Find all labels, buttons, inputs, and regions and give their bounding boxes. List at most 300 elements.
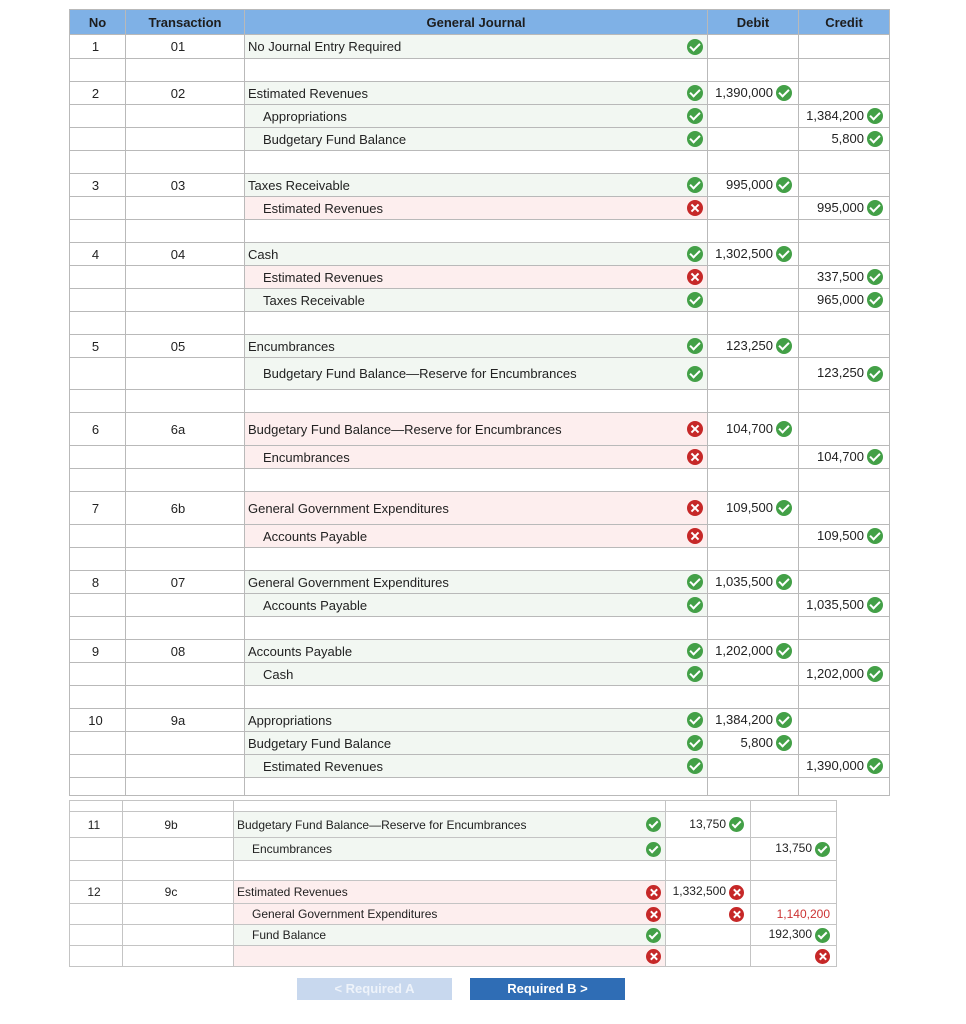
- empty-cell: [799, 312, 890, 335]
- account-select[interactable]: [245, 755, 708, 778]
- journal-row: [70, 732, 890, 755]
- empty-cell: [70, 312, 126, 335]
- row-number: 3: [70, 174, 126, 197]
- account-name: Estimated Revenues: [263, 200, 383, 216]
- credit-amount: 13,750: [775, 841, 812, 856]
- debit-input[interactable]: [708, 525, 799, 548]
- debit-input[interactable]: [708, 335, 799, 358]
- transaction-id: [123, 904, 234, 925]
- account-select[interactable]: [234, 812, 666, 838]
- table-header-row: [70, 10, 890, 35]
- journal-row: [70, 925, 837, 946]
- error-icon: [687, 200, 703, 216]
- account-select[interactable]: [245, 243, 708, 266]
- account-select[interactable]: [245, 266, 708, 289]
- debit-input[interactable]: [666, 812, 751, 838]
- row-number: 7: [70, 492, 126, 525]
- debit-input[interactable]: [708, 663, 799, 686]
- credit-amount: 1,384,200: [806, 107, 864, 123]
- check-icon: [646, 842, 661, 857]
- check-icon: [687, 574, 703, 590]
- debit-input[interactable]: [708, 358, 799, 390]
- credit-input[interactable]: [799, 105, 890, 128]
- journal-row: [70, 174, 890, 197]
- account-name: Appropriations: [263, 108, 347, 124]
- transaction-id: [123, 946, 234, 967]
- error-icon: [687, 269, 703, 285]
- journal-row: [70, 663, 890, 686]
- journal-row: [70, 946, 837, 967]
- row-number: [70, 289, 126, 312]
- credit-input[interactable]: [751, 904, 837, 925]
- row-number: [70, 925, 123, 946]
- empty-cell: [70, 778, 126, 796]
- account-name: Cash: [263, 666, 294, 682]
- debit-input[interactable]: [708, 709, 799, 732]
- empty-cell: [245, 59, 708, 82]
- transaction-id: 02: [126, 82, 245, 105]
- empty-cell: [708, 220, 799, 243]
- row-number: 12: [70, 881, 123, 904]
- row-number: 1: [70, 35, 126, 59]
- empty-cell: [245, 778, 708, 796]
- empty-cell: [70, 686, 126, 709]
- required-a-button[interactable]: < Required A: [297, 978, 452, 1000]
- row-number: [70, 732, 126, 755]
- journal-row: [70, 413, 890, 446]
- account-name: Cash: [248, 246, 279, 262]
- journal-row: [70, 594, 890, 617]
- empty-cell: [751, 801, 837, 812]
- transaction-id: [126, 105, 245, 128]
- empty-cell: [70, 548, 126, 571]
- row-number: [70, 594, 126, 617]
- journal-row: [70, 812, 837, 838]
- debit-amount: 1,332,500: [672, 884, 726, 899]
- empty-cell: [751, 861, 837, 881]
- empty-cell: [799, 151, 890, 174]
- empty-cell: [799, 778, 890, 796]
- error-icon: [729, 907, 744, 922]
- spacer-row: [70, 390, 890, 413]
- credit-input[interactable]: [751, 881, 837, 904]
- journal-row: [70, 904, 837, 925]
- check-icon: [687, 366, 703, 382]
- error-icon: [646, 885, 661, 900]
- check-icon: [776, 712, 792, 728]
- header-credit: Credit: [799, 10, 890, 35]
- credit-amount: 337,500: [817, 268, 864, 284]
- spacer-row: [70, 861, 837, 881]
- account-select[interactable]: [245, 82, 708, 105]
- empty-cell: [126, 686, 245, 709]
- empty-cell: [126, 312, 245, 335]
- account-select[interactable]: [245, 525, 708, 548]
- empty-cell: [123, 861, 234, 881]
- transaction-id: [123, 925, 234, 946]
- credit-input[interactable]: [799, 35, 890, 59]
- account-name: Taxes Receivable: [263, 292, 365, 308]
- journal-row: [70, 838, 837, 861]
- account-name: Budgetary Fund Balance—Reserve for Encumbrances: [248, 421, 562, 437]
- check-icon: [776, 735, 792, 751]
- row-number: [70, 128, 126, 151]
- account-select[interactable]: [234, 925, 666, 946]
- error-icon: [687, 500, 703, 516]
- check-icon: [687, 735, 703, 751]
- credit-input[interactable]: [799, 413, 890, 446]
- credit-amount: 1,140,200: [776, 907, 830, 921]
- check-icon: [687, 131, 703, 147]
- credit-input[interactable]: [799, 82, 890, 105]
- transaction-id: [126, 525, 245, 548]
- credit-amount: 123,250: [817, 365, 864, 381]
- check-icon: [687, 246, 703, 262]
- debit-input[interactable]: [708, 594, 799, 617]
- empty-cell: [70, 390, 126, 413]
- debit-amount: 995,000: [726, 176, 773, 192]
- error-icon: [687, 528, 703, 544]
- check-icon: [687, 758, 703, 774]
- empty-cell: [708, 617, 799, 640]
- row-number: 8: [70, 571, 126, 594]
- credit-amount: 192,300: [768, 927, 812, 942]
- account-select[interactable]: [245, 358, 708, 390]
- check-icon: [867, 758, 883, 774]
- empty-cell: [70, 801, 123, 812]
- debit-input[interactable]: [708, 266, 799, 289]
- credit-input[interactable]: [799, 266, 890, 289]
- credit-input[interactable]: [751, 925, 837, 946]
- credit-input[interactable]: [799, 640, 890, 663]
- credit-amount: 1,390,000: [806, 757, 864, 773]
- account-select[interactable]: [245, 663, 708, 686]
- empty-cell: [708, 686, 799, 709]
- credit-input[interactable]: [799, 492, 890, 525]
- account-select[interactable]: [245, 335, 708, 358]
- credit-input[interactable]: [799, 128, 890, 151]
- debit-amount: 1,384,200: [715, 711, 773, 727]
- credit-input[interactable]: [799, 197, 890, 220]
- spacer-row: [70, 59, 890, 82]
- row-number: [70, 358, 126, 390]
- credit-amount: 109,500: [817, 527, 864, 543]
- account-name: Accounts Payable: [263, 597, 368, 613]
- spacer-row: [70, 220, 890, 243]
- account-name: Budgetary Fund Balance—Reserve for Encumbrances: [237, 817, 527, 832]
- check-icon: [646, 817, 661, 832]
- credit-input[interactable]: [799, 663, 890, 686]
- check-icon: [776, 500, 792, 516]
- spacer-row: [70, 686, 890, 709]
- account-select[interactable]: [245, 105, 708, 128]
- debit-amount: 1,390,000: [715, 84, 773, 100]
- empty-cell: [799, 390, 890, 413]
- credit-input[interactable]: [799, 525, 890, 548]
- journal-row: [70, 128, 890, 151]
- empty-cell: [126, 220, 245, 243]
- credit-input[interactable]: [799, 571, 890, 594]
- debit-amount: 123,250: [726, 337, 773, 353]
- account-name: Encumbrances: [252, 842, 333, 856]
- account-select[interactable]: [245, 197, 708, 220]
- journal-row: [70, 197, 890, 220]
- check-icon: [729, 817, 744, 832]
- check-icon: [867, 108, 883, 124]
- journal-row: [70, 571, 890, 594]
- account-select[interactable]: [245, 174, 708, 197]
- empty-cell: [799, 548, 890, 571]
- debit-input[interactable]: [708, 197, 799, 220]
- row-number: [70, 838, 123, 861]
- journal-row: [70, 243, 890, 266]
- debit-input[interactable]: [708, 105, 799, 128]
- transaction-id: [126, 663, 245, 686]
- empty-cell: [126, 617, 245, 640]
- empty-cell: [123, 801, 234, 812]
- debit-input[interactable]: [708, 640, 799, 663]
- debit-input[interactable]: [708, 174, 799, 197]
- transaction-id: [126, 446, 245, 469]
- account-select[interactable]: [245, 413, 708, 446]
- account-select[interactable]: [245, 594, 708, 617]
- debit-input[interactable]: [666, 925, 751, 946]
- credit-amount: 1,035,500: [806, 596, 864, 612]
- debit-input[interactable]: [666, 904, 751, 925]
- credit-amount: 995,000: [817, 199, 864, 215]
- debit-input[interactable]: [708, 446, 799, 469]
- empty-cell: [245, 617, 708, 640]
- account-select[interactable]: [234, 904, 666, 925]
- debit-input[interactable]: [708, 35, 799, 59]
- account-select[interactable]: [234, 881, 666, 904]
- debit-amount: 13,750: [689, 816, 726, 831]
- debit-input[interactable]: [708, 732, 799, 755]
- spacer-row: [70, 801, 837, 812]
- journal-row: [70, 446, 890, 469]
- credit-input[interactable]: [751, 838, 837, 861]
- empty-cell: [799, 617, 890, 640]
- debit-input[interactable]: [666, 881, 751, 904]
- empty-cell: [666, 861, 751, 881]
- empty-cell: [799, 59, 890, 82]
- account-select[interactable]: [245, 128, 708, 151]
- check-icon: [867, 666, 883, 682]
- account-name: Budgetary Fund Balance—Reserve for Encumbrances: [263, 366, 577, 381]
- spacer-row: [70, 469, 890, 492]
- account-name: Budgetary Fund Balance: [248, 735, 392, 751]
- account-name: Taxes Receivable: [248, 177, 350, 193]
- check-icon: [867, 597, 883, 613]
- credit-amount: 5,800: [831, 130, 864, 146]
- account-select[interactable]: [245, 446, 708, 469]
- check-icon: [687, 712, 703, 728]
- debit-amount: 109,500: [726, 499, 773, 515]
- check-icon: [687, 597, 703, 613]
- empty-cell: [70, 861, 123, 881]
- row-number: [70, 525, 126, 548]
- check-icon: [867, 131, 883, 147]
- empty-cell: [126, 390, 245, 413]
- row-number: 5: [70, 335, 126, 358]
- credit-amount: 965,000: [817, 291, 864, 307]
- check-icon: [867, 200, 883, 216]
- empty-cell: [70, 469, 126, 492]
- check-icon: [776, 421, 792, 437]
- debit-input[interactable]: [708, 755, 799, 778]
- empty-cell: [70, 151, 126, 174]
- account-select[interactable]: [245, 709, 708, 732]
- account-select[interactable]: [234, 838, 666, 861]
- empty-cell: [245, 469, 708, 492]
- credit-input[interactable]: [799, 709, 890, 732]
- credit-input[interactable]: [799, 243, 890, 266]
- empty-cell: [126, 548, 245, 571]
- transaction-id: [126, 358, 245, 390]
- account-select[interactable]: [245, 289, 708, 312]
- header-debit: Debit: [708, 10, 799, 35]
- empty-cell: [708, 469, 799, 492]
- check-icon: [687, 85, 703, 101]
- credit-input[interactable]: [799, 289, 890, 312]
- empty-cell: [70, 617, 126, 640]
- empty-cell: [70, 220, 126, 243]
- transaction-id: [126, 755, 245, 778]
- row-number: 10: [70, 709, 126, 732]
- transaction-id: [126, 128, 245, 151]
- error-icon: [646, 949, 661, 964]
- row-number: 9: [70, 640, 126, 663]
- debit-amount: 1,302,500: [715, 245, 773, 261]
- row-number: [70, 105, 126, 128]
- check-icon: [867, 366, 883, 382]
- transaction-id: [126, 732, 245, 755]
- account-name: General Government Expenditures: [248, 500, 449, 516]
- account-name: Accounts Payable: [248, 643, 353, 659]
- row-number: 11: [70, 812, 123, 838]
- credit-input[interactable]: [799, 594, 890, 617]
- credit-input[interactable]: [799, 174, 890, 197]
- check-icon: [776, 338, 792, 354]
- debit-amount: 5,800: [740, 734, 773, 750]
- account-select[interactable]: [245, 35, 708, 59]
- debit-input[interactable]: [708, 128, 799, 151]
- required-b-button[interactable]: Required B >: [470, 978, 625, 1000]
- transaction-id: 08: [126, 640, 245, 663]
- debit-input[interactable]: [708, 413, 799, 446]
- check-icon: [867, 269, 883, 285]
- account-name: Accounts Payable: [263, 528, 368, 544]
- account-name: Estimated Revenues: [237, 885, 348, 899]
- spacer-row: [70, 617, 890, 640]
- account-name: Encumbrances: [248, 338, 335, 354]
- transaction-id: 03: [126, 174, 245, 197]
- journal-row: [70, 492, 890, 525]
- row-number: 4: [70, 243, 126, 266]
- transaction-id: 07: [126, 571, 245, 594]
- debit-input[interactable]: [708, 289, 799, 312]
- credit-input[interactable]: [751, 812, 837, 838]
- transaction-id: 9c: [123, 881, 234, 904]
- transaction-id: 6a: [126, 413, 245, 446]
- account-select[interactable]: [245, 571, 708, 594]
- header-no: No: [70, 10, 126, 35]
- credit-input[interactable]: [751, 946, 837, 967]
- spacer-row: [70, 312, 890, 335]
- credit-amount: 104,700: [817, 448, 864, 464]
- check-icon: [867, 449, 883, 465]
- transaction-id: 01: [126, 35, 245, 59]
- journal-row: [70, 358, 890, 390]
- debit-input[interactable]: [708, 571, 799, 594]
- row-number: [70, 946, 123, 967]
- account-name: No Journal Entry Required: [248, 39, 402, 54]
- credit-input[interactable]: [799, 358, 890, 390]
- debit-amount: 1,202,000: [715, 642, 773, 658]
- debit-amount: 104,700: [726, 420, 773, 436]
- spacer-row: [70, 548, 890, 571]
- empty-cell: [708, 151, 799, 174]
- account-select[interactable]: [245, 492, 708, 525]
- error-icon: [646, 907, 661, 922]
- empty-cell: [126, 469, 245, 492]
- empty-cell: [245, 151, 708, 174]
- journal-row: [70, 525, 890, 548]
- empty-cell: [245, 312, 708, 335]
- credit-input[interactable]: [799, 732, 890, 755]
- account-select[interactable]: [234, 946, 666, 967]
- debit-input[interactable]: [666, 946, 751, 967]
- debit-input[interactable]: [708, 82, 799, 105]
- check-icon: [687, 39, 703, 55]
- check-icon: [776, 574, 792, 590]
- header-general-journal: General Journal: [245, 10, 708, 35]
- debit-input[interactable]: [708, 492, 799, 525]
- account-name: Appropriations: [248, 712, 332, 728]
- empty-cell: [245, 686, 708, 709]
- credit-input[interactable]: [799, 446, 890, 469]
- transaction-id: 04: [126, 243, 245, 266]
- check-icon: [815, 928, 830, 943]
- general-journal-table-continued: [69, 800, 837, 967]
- account-select[interactable]: [245, 640, 708, 663]
- debit-input[interactable]: [666, 838, 751, 861]
- journal-row: [70, 105, 890, 128]
- check-icon: [815, 842, 830, 857]
- account-select[interactable]: [245, 732, 708, 755]
- credit-input[interactable]: [799, 755, 890, 778]
- error-icon: [687, 449, 703, 465]
- debit-input[interactable]: [708, 243, 799, 266]
- empty-cell: [70, 59, 126, 82]
- header-transaction: Transaction: [126, 10, 245, 35]
- error-icon: [687, 421, 703, 437]
- check-icon: [687, 666, 703, 682]
- empty-cell: [799, 220, 890, 243]
- empty-cell: [245, 220, 708, 243]
- journal-row: [70, 709, 890, 732]
- credit-input[interactable]: [799, 335, 890, 358]
- empty-cell: [126, 151, 245, 174]
- row-number: [70, 904, 123, 925]
- check-icon: [776, 643, 792, 659]
- account-name: Estimated Revenues: [263, 269, 383, 285]
- transaction-id: [126, 289, 245, 312]
- journal-row: [70, 266, 890, 289]
- check-icon: [687, 338, 703, 354]
- row-number: 6: [70, 413, 126, 446]
- transaction-id: 05: [126, 335, 245, 358]
